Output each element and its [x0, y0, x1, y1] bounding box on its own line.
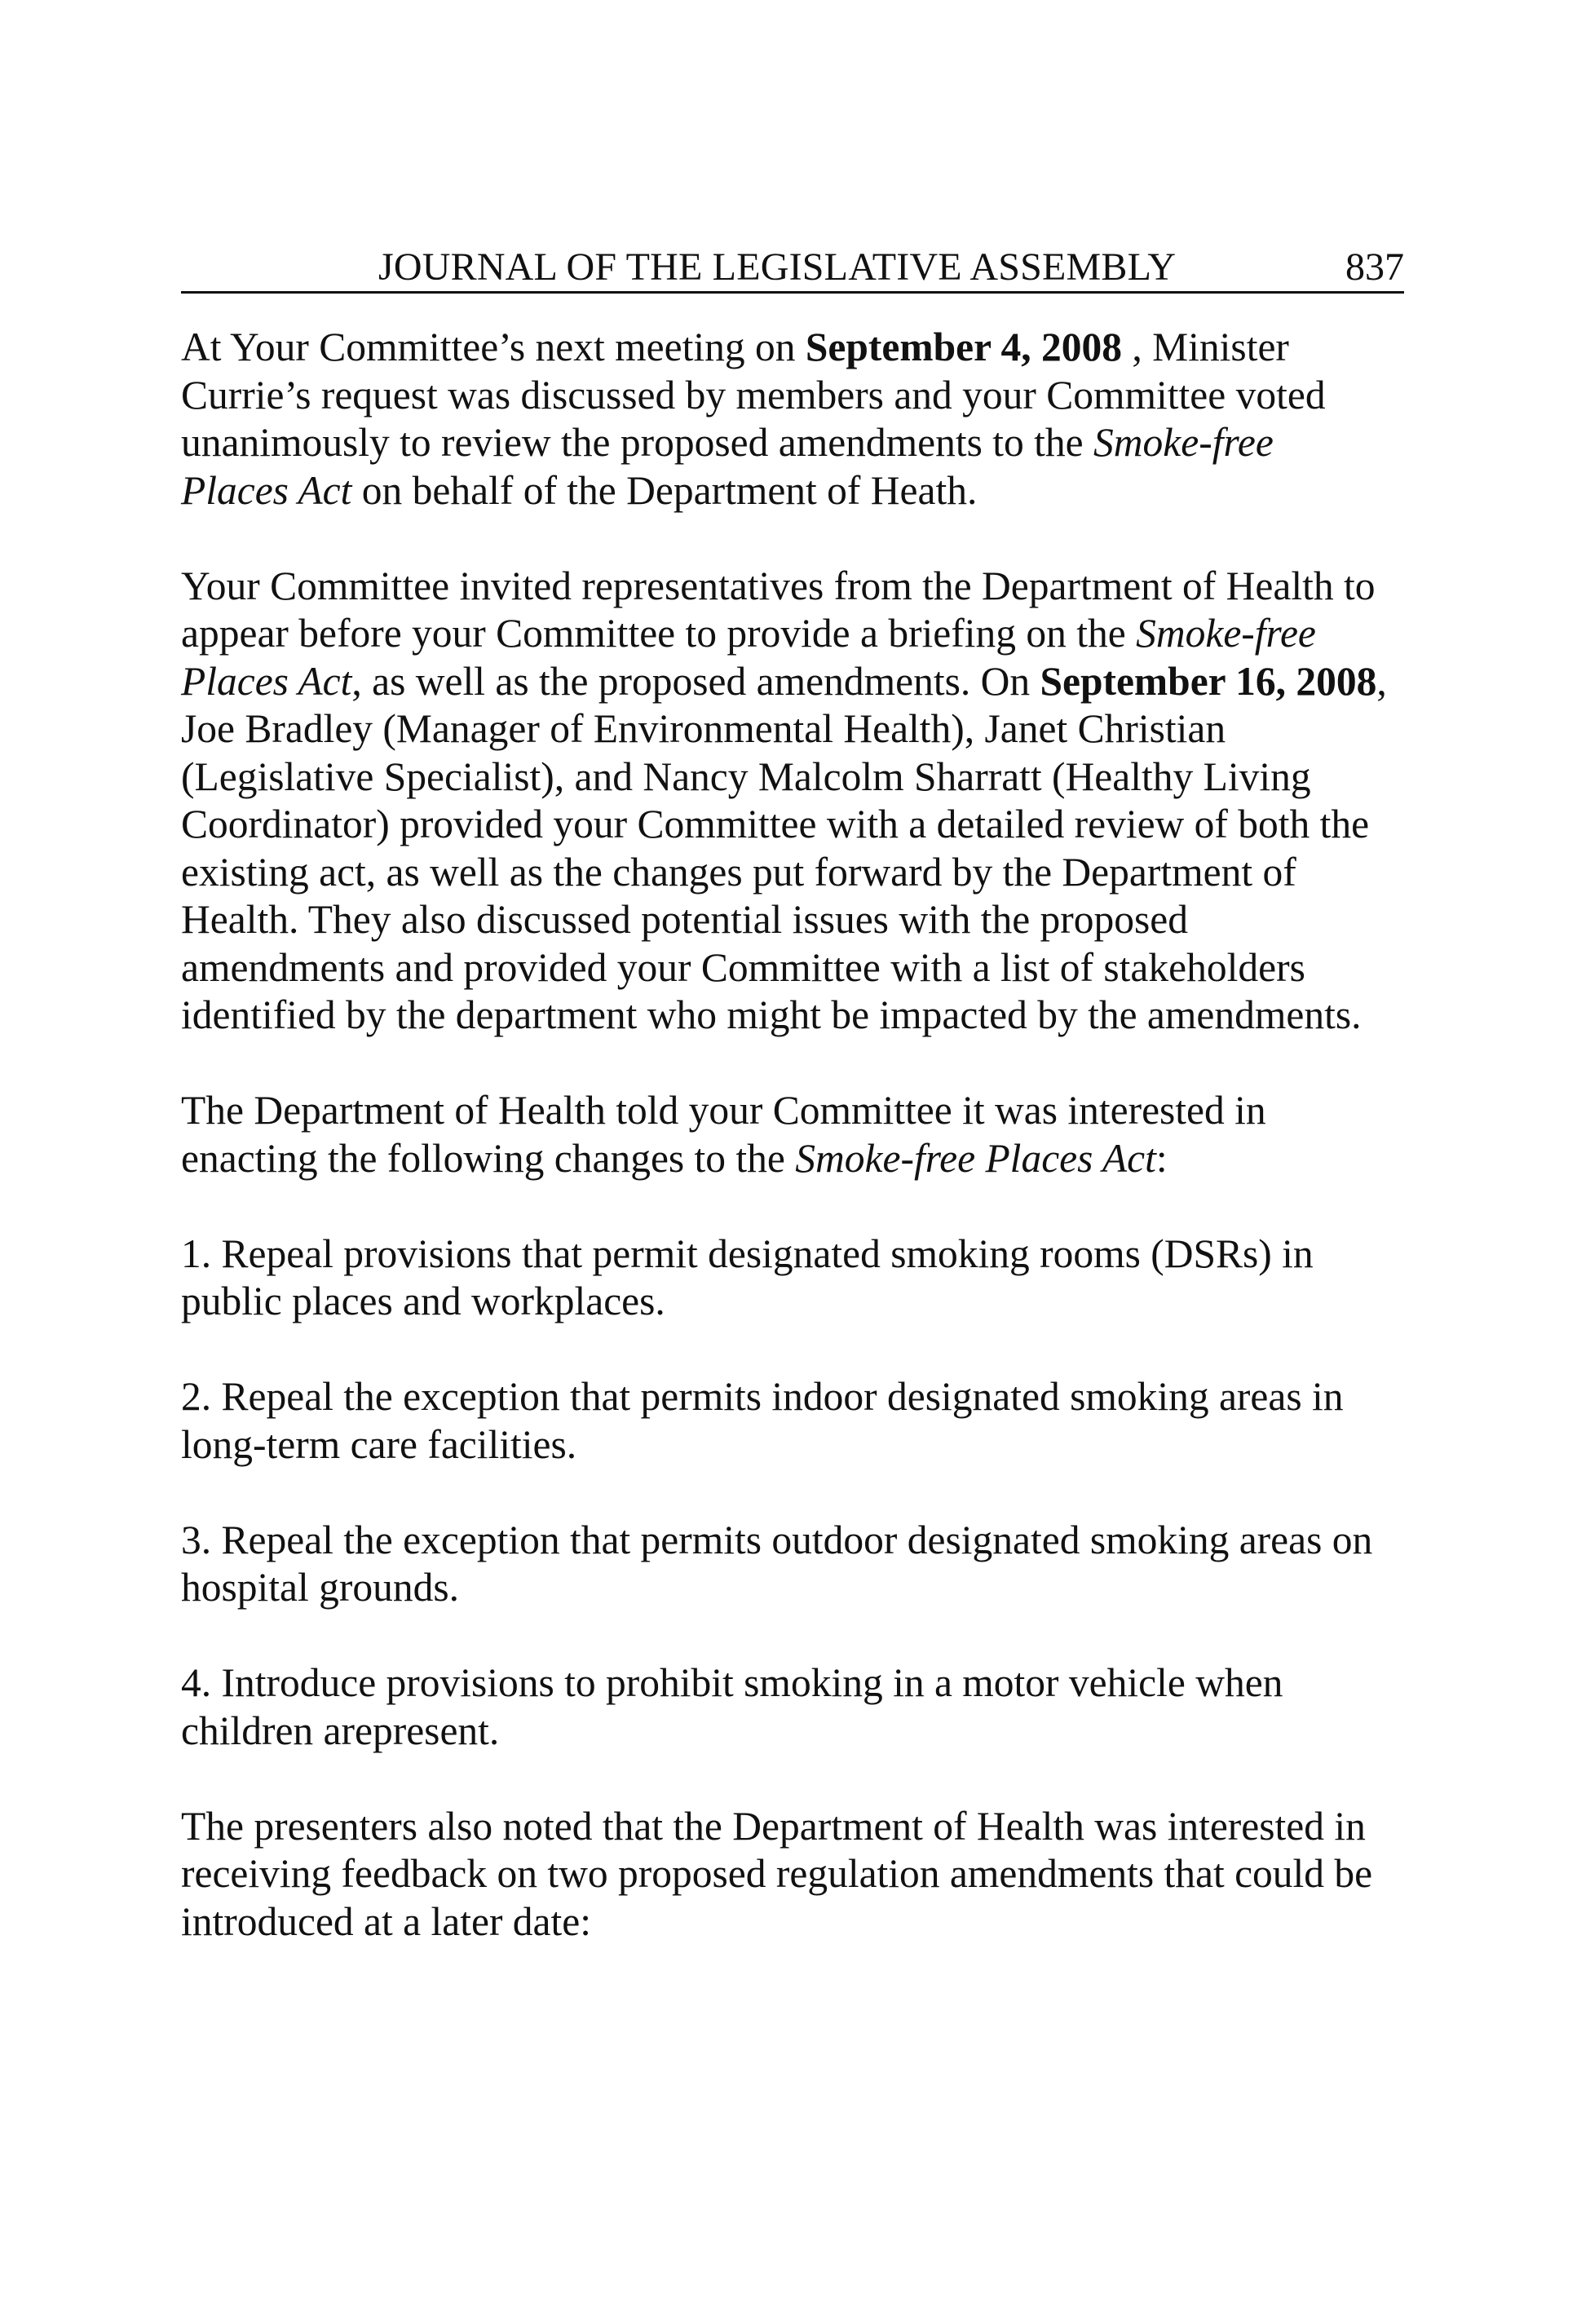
body-text	[181, 324, 1420, 1994]
text-run: 3. Repeal the exception that permits outdoor designated smoking areas on	[181, 1517, 1373, 1562]
journal-title: JOURNAL OF THE LEGISLATIVE ASSEMBLY	[378, 245, 1177, 289]
text-run: The presenters also noted that the Department of Health was interested in	[181, 1803, 1366, 1849]
text-run: ,	[1376, 658, 1387, 704]
text-run: The Department of Health told your Committee it was interested in	[181, 1088, 1266, 1133]
text-run: hospital grounds.	[181, 1565, 459, 1610]
paragraph	[181, 563, 1420, 1040]
text-run: public places and workplaces.	[181, 1279, 665, 1323]
text-run: Joe Bradley (Manager of Environmental Health), Janet Christian	[181, 706, 1226, 751]
italic-title: Places Act	[181, 467, 352, 513]
text-run: 2. Repeal the exception that permits indoor designated smoking areas in	[181, 1374, 1344, 1419]
text-run: At Your Committee’s next meeting on	[181, 325, 806, 369]
text-run: enacting the following changes to the	[181, 1135, 796, 1181]
page-number: 837	[1345, 245, 1404, 289]
text-run: amendments and provided your Committee with a list of stakeholders	[181, 944, 1305, 990]
text-run: introduced at a later date:	[181, 1898, 592, 1944]
text-run: long-term care facilities.	[181, 1421, 577, 1467]
text-run: existing act, as well as the changes put forward by the Department of	[181, 849, 1296, 895]
text-run: (Legislative Specialist), and Nancy Malcolm Sharratt (Healthy Living	[181, 753, 1311, 799]
paragraph	[181, 1517, 1420, 1612]
text-run: children arepresent.	[181, 1708, 500, 1753]
text-run: Your Committee invited representatives from the Department of Health to	[181, 563, 1376, 608]
bold-text: September 16, 2008	[1040, 658, 1377, 704]
italic-title: Places Act	[181, 658, 352, 704]
paragraph	[181, 1230, 1420, 1326]
italic-title: Smoke-free	[1136, 611, 1316, 656]
text-run: identified by the department who might be impacted by the amendments.	[181, 992, 1362, 1037]
text-run: Coordinator) provided your Committee with a detailed review of both the	[181, 802, 1370, 846]
italic-title: Smoke-free Places Act	[795, 1135, 1156, 1181]
running-header	[181, 241, 1404, 294]
text-run: 1. Repeal provisions that permit designated smoking rooms (DSRs) in	[181, 1230, 1314, 1276]
text-run: appear before your Committee to provide a briefing on the	[181, 611, 1137, 656]
text-run: on behalf of the Department of Heath.	[351, 467, 978, 513]
text-run: :	[1155, 1135, 1168, 1181]
text-run: receiving feedback on two proposed regulation amendments that could be	[181, 1851, 1373, 1896]
text-run: Currie’s request was discussed by members and your Committee voted	[181, 372, 1326, 418]
text-run: 4. Introduce provisions to prohibit smoking in a motor vehicle when	[181, 1660, 1283, 1705]
text-run: Health. They also discussed potential issues with the proposed	[181, 897, 1189, 942]
bold-text: September 4, 2008	[805, 325, 1123, 369]
italic-title: Smoke-free	[1093, 420, 1274, 465]
text-run: , Minister	[1122, 325, 1289, 369]
paragraph	[181, 324, 1420, 515]
paragraph	[181, 1373, 1420, 1469]
paragraph	[181, 1087, 1420, 1182]
paragraph	[181, 1659, 1420, 1755]
text-run: unanimously to review the proposed amendments to the	[181, 420, 1094, 465]
text-run: , as well as the proposed amendments. On	[351, 658, 1040, 704]
paragraph	[181, 1803, 1420, 1946]
